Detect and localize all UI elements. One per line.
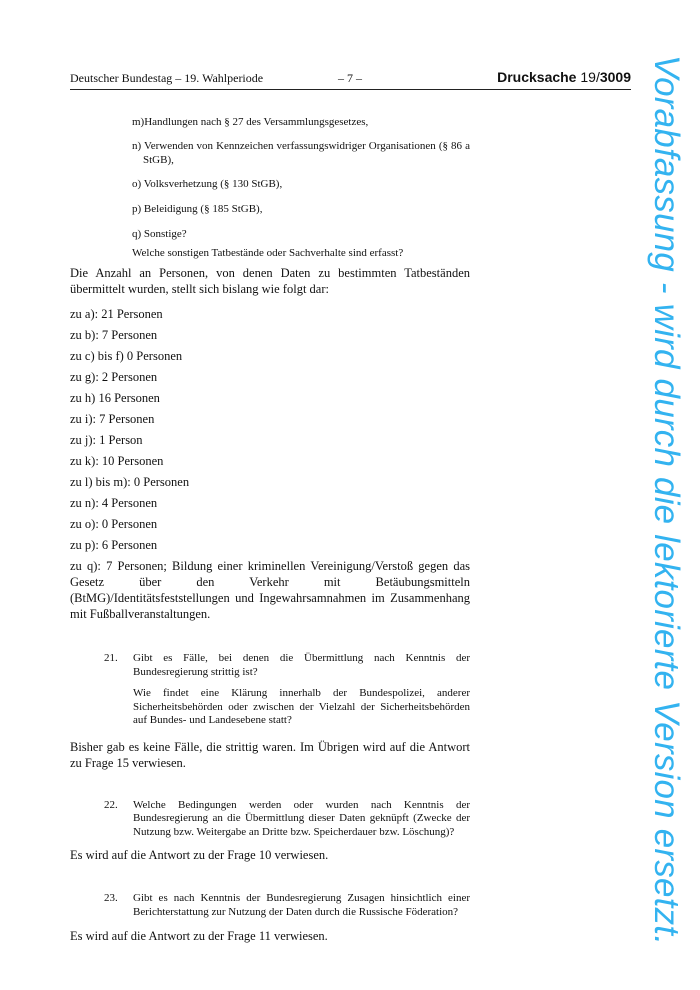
doc-number-prefix: 19/ [580,69,600,85]
doc-number: 3009 [599,69,631,85]
subitem-n: n) Verwenden von Kennzeichen verfassungswidriger Organisationen (§ 86 a StGB), [132,140,470,166]
page-header [70,69,631,90]
header-left: Deutscher Bundestag – 19. Wahlperiode [70,71,264,85]
count-line: zu h) 16 Personen [70,391,160,405]
count-line: zu n): 4 Personen [70,496,158,510]
answer-22: Es wird auf die Antwort zu der Frage 10 verwiesen. [70,848,329,862]
count-line: zu b): 7 Personen [70,328,158,342]
count-line: zu c) bis f) 0 Personen [70,349,183,363]
count-line: zu g): 2 Personen [70,370,158,384]
question-number: 22. [104,798,118,811]
page-number: – 7 – [338,71,362,85]
page-content [70,115,470,944]
count-line: zu o): 0 Personen [70,517,158,531]
subitem-q: q) Sonstige? [132,228,187,240]
question-followup: Wie findet eine Klärung innerhalb der Bundespolizei, anderer Sicherheitsbehörden oder zwischen der Vielzahl der Sicherheitsbehörden auf Bundes- und Landesebene statt? [133,687,470,726]
question-21 [104,652,470,728]
question-23 [104,892,470,919]
question-number: 21. [104,652,118,664]
intro-paragraph: Die Anzahl an Personen, von denen Daten zu bestimmten Tatbeständen übermittelt wurden, stellt sich bislang wie folgt dar: [70,266,470,296]
question-text: Welche Bedingungen werden oder wurden nach Kenntnis der Bundesregierung an die Übermittlung dieser Daten geknüpft (Zwecke der Nutzung bzw. Weitergabe an Dritte bzw. Speicherdauer bzw. Löschung)? [133,798,470,838]
count-line: zu p): 6 Personen [70,538,158,552]
question-22 [104,799,470,840]
count-line: zu l) bis m): 0 Personen [70,475,190,489]
subitem-question: Welche sonstigen Tatbestände oder Sachverhalte sind erfasst? [132,247,404,259]
count-line: zu a): 21 Personen [70,307,163,321]
subitem-p: p) Beleidigung (§ 185 StGB), [132,203,263,215]
subitem-m: m)Handlungen nach § 27 des Versammlungsgesetzes, [132,116,369,128]
count-line: zu j): 1 Person [70,433,143,447]
doc-label: Drucksache [497,69,577,85]
document-number [497,69,631,85]
answer-23: Es wird auf die Antwort zu der Frage 11 verwiesen. [70,929,328,943]
question-number: 23. [104,892,118,904]
question-text: Gibt es Fälle, bei denen die Übermittlung nach Kenntnis der Bundesregierung strittig ist? [133,652,470,678]
count-line: zu k): 10 Personen [70,454,164,468]
draft-watermark: Vorabfassung - wird durch die lektorierte Version ersetzt. [647,54,686,946]
question-text: Gibt es nach Kenntnis der Bundesregierung Zusagen hinsichtlich einer Berichterstattung zur Nutzung der Daten durch die Russische Föderation? [133,892,470,918]
answer-21: Bisher gab es keine Fälle, die strittig waren. Im Übrigen wird auf die Antwort zu Frage 15 verwiesen. [70,739,470,770]
subitem-o: o) Volksverhetzung (§ 130 StGB), [132,178,283,190]
count-line: zu i): 7 Personen [70,412,155,426]
count-q-paragraph: zu q): 7 Personen; Bildung einer kriminellen Vereinigung/Verstoß gegen das Gesetz über den Verkehr mit Betäubungsmitteln (BtMG)/Identitätsfeststellungen und Ingewahrsamnahmen im Zusammenhang mit Fußballveranstaltungen. [70,559,470,621]
